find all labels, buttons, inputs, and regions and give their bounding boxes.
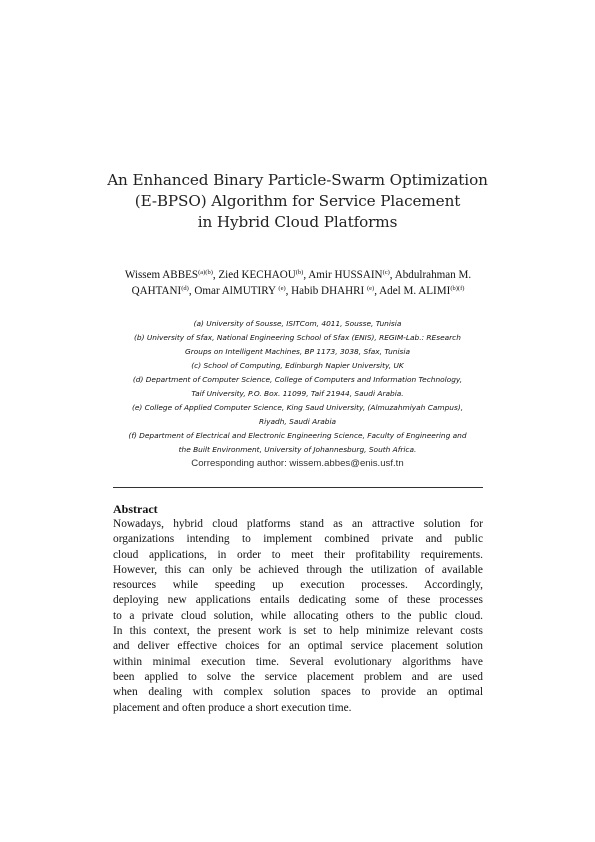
author-name: , Habib DHAHRI [285, 285, 365, 297]
abstract-line: Nowadays, hybrid cloud platforms stand as an attractive solution for [113, 518, 483, 530]
title-line: An Enhanced Binary Particle-Swarm Optimization [107, 171, 488, 189]
affiliation-line: (d) Department of Computer Science, College of Computers and Information Technology, [132, 375, 463, 384]
abstract-body [113, 517, 483, 716]
author-affil-mark: (b)(f) [450, 285, 465, 292]
affiliation-line: (c) School of Computing, Edinburgh Napier University, UK [191, 361, 404, 370]
author-affil-mark: (b) [295, 269, 304, 276]
abstract-line: when dealing with complex solution spaces to provide an optimal [113, 686, 483, 699]
author-name: Wissem ABBES [124, 269, 199, 281]
author-list [110, 267, 486, 299]
author-name: , Omar AlMUTIRY [188, 285, 276, 297]
author-name: , Abdulrahman M. [389, 269, 472, 281]
author-name: , Adel M. ALIMI [374, 285, 451, 297]
author-name: QAHTANI [131, 285, 182, 297]
abstract-line: been applied to solve the service placement problem and are used [113, 670, 483, 683]
paper-title [100, 170, 495, 233]
abstract-line: organizations intending to implement combined private and public [113, 533, 483, 546]
section-divider [113, 487, 483, 488]
affiliation-line: (b) University of Sfax, National Engineering School of Sfax (ENIS), REGIM-Lab.: REsearch [134, 333, 461, 342]
affiliation-line: the Built Environment, University of Johannesburg, South Africa. [178, 445, 417, 454]
author-name: , Zied KECHAOU [212, 269, 296, 281]
author-affil-mark: (a)(b) [198, 269, 213, 276]
title-line: (E-BPSO) Algorithm for Service Placement [134, 192, 461, 210]
author-affil-mark: (e) [278, 285, 286, 292]
abstract-line: to a private cloud solution, while allocating others to the public cloud. [113, 609, 483, 622]
author-affil-mark: (d) [181, 285, 189, 292]
affiliation-line: Groups on Intelligent Machines, BP 1173, 3038, Sfax, Tunisia [185, 347, 410, 356]
author-name: , Amir HUSSAIN [303, 269, 383, 281]
abstract-line: cloud applications, in order to meet their profitability requirements. [113, 548, 483, 561]
affiliation-line: Riyadh, Saudi Arabia [258, 417, 337, 426]
corresponding-author: Corresponding author: wissem.abbes@enis.usf.tn [191, 458, 404, 469]
author-affil-mark: (c) [382, 269, 390, 276]
affiliation-line: (a) University of Sousse, ISITCom, 4011, Sousse, Tunisia [193, 319, 402, 328]
abstract-line: placement and often produce a short execution time. [113, 701, 352, 714]
affiliation-line: (f) Department of Electrical and Electronic Engineering Science, Faculty of Engineering and [128, 431, 467, 440]
abstract-line: deploying new applications entails dedicating some of these processes [113, 594, 483, 607]
abstract-line: However, this can only be achieved through the utilization of available [113, 563, 483, 576]
abstract-heading: Abstract [113, 502, 158, 516]
affiliation-line: (e) College of Applied Computer Science, King Saud University, (Almuzahmiyah Campus), [131, 403, 464, 412]
affiliation-list [107, 317, 488, 457]
abstract-line: In this context, the present work is set to help minimize relevant costs [113, 625, 483, 638]
affiliation-line: Taif University, P.O. Box. 11099, Taif 21944, Saudi Arabia. [191, 389, 404, 398]
abstract-line: and deliver effective choices for an optimal service placement solution [113, 640, 483, 653]
title-line: in Hybrid Cloud Platforms [197, 213, 398, 231]
author-affil-mark: (e) [366, 285, 375, 292]
abstract-line: resources while speeding up execution processes. Accordingly, [113, 579, 483, 592]
abstract-line: within minimal execution time. Several evolutionary algorithms have [113, 655, 483, 668]
